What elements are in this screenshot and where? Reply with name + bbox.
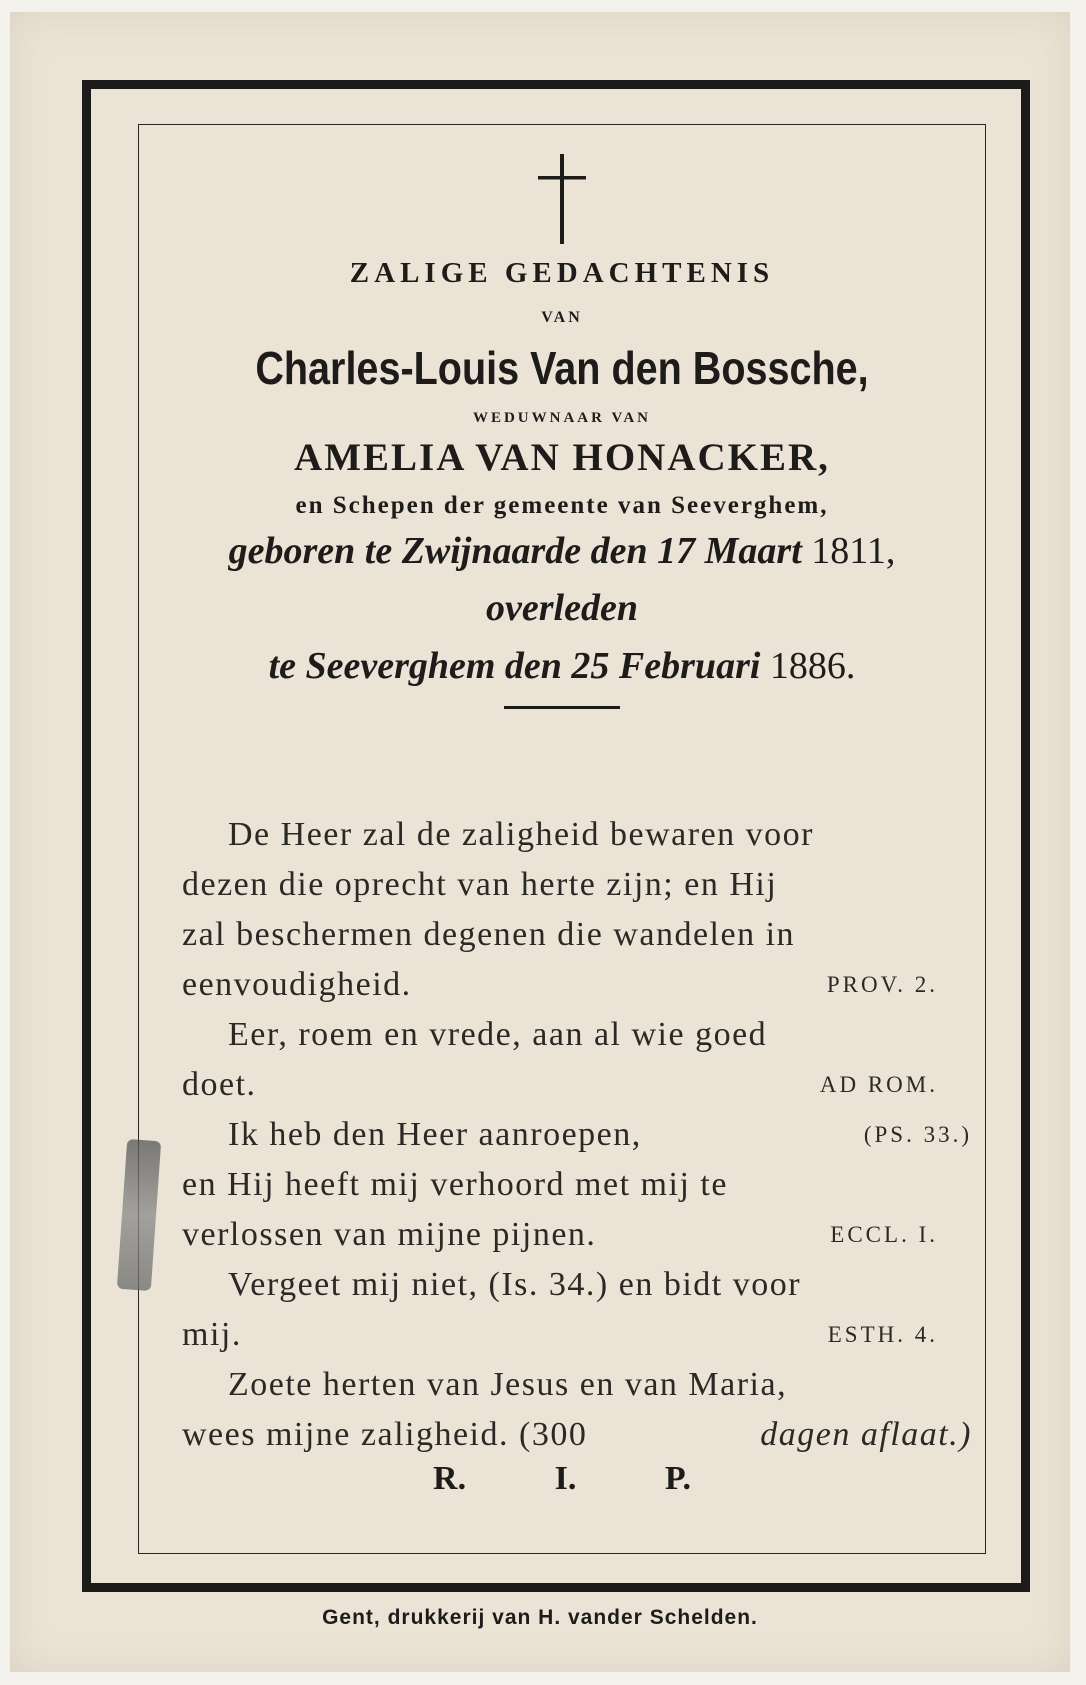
verse-line	[182, 1210, 972, 1260]
verse-text: doet.	[182, 1066, 257, 1103]
rip-text: R. I. P.	[433, 1460, 691, 1497]
verse-line	[182, 1160, 972, 1210]
verse-line	[182, 1310, 972, 1360]
death-year: 1886.	[769, 644, 856, 687]
death-text: te Seeverghem den 25 Februari	[268, 644, 761, 687]
verse-line	[182, 860, 972, 910]
verse-text: Vergeet mij niet, (Is. 34.) en bidt voor	[228, 1266, 802, 1303]
verse-text: en Hij heeft mij verhoord met mij te	[182, 1166, 728, 1203]
widower-label: WEDUWNAAR VAN	[472, 409, 652, 426]
verse-line	[182, 1060, 972, 1110]
verse-line	[182, 910, 972, 960]
scripture-reference: PROV. 2.	[826, 972, 938, 997]
prayer-verses	[182, 810, 972, 1460]
role-text: en Schepen der gemeente van Seeverghem,	[295, 491, 829, 519]
verse-line	[182, 960, 972, 1010]
verse-text: dezen die oprecht van herte zijn; en Hij	[182, 866, 778, 903]
verse-line	[182, 1260, 972, 1310]
cross-icon	[536, 150, 588, 246]
verse-text: mij.	[182, 1316, 242, 1353]
verse-text: verlossen van mijne pijnen.	[182, 1216, 597, 1253]
birth-line	[140, 526, 984, 577]
verse-line	[182, 1010, 972, 1060]
spouse-name: AMELIA VAN HONACKER,	[294, 435, 830, 479]
verse-line	[182, 810, 972, 860]
verse-line	[182, 1360, 972, 1410]
verse-line	[182, 1110, 972, 1160]
scripture-reference: (PS. 33.)	[863, 1122, 972, 1147]
of-label: VAN	[541, 308, 583, 326]
printer-imprint: Gent, drukkerij van H. vander Schelden.	[322, 1606, 758, 1629]
scripture-reference: dagen aflaat.)	[760, 1416, 972, 1453]
scripture-reference: ECCL. I.	[830, 1222, 938, 1247]
verse-line	[182, 1410, 972, 1460]
scripture-reference: ESTH. 4.	[827, 1322, 938, 1347]
birth-text: geboren te Zwijnaarde den 17 Maart	[228, 529, 802, 572]
verse-text: wees mijne zaligheid. (300	[182, 1416, 588, 1453]
birth-year: 1811,	[811, 529, 896, 572]
memorial-title: ZALIGE GEDACHTENIS	[349, 257, 775, 289]
verse-text: De Heer zal de zaligheid bewaren voor	[228, 816, 815, 853]
verse-text: eenvoudigheid.	[182, 966, 412, 1003]
verse-text: Eer, roem en vrede, aan al wie goed	[228, 1016, 768, 1053]
divider	[504, 706, 620, 709]
deceased-name: Charles-Louis Van den Bossche,	[255, 341, 869, 394]
verse-text: Ik heb den Heer aanroepen,	[228, 1116, 642, 1153]
died-label: overleden	[486, 587, 638, 630]
verse-text: zal beschermen degenen die wandelen in	[182, 916, 796, 953]
verse-text: Zoete herten van Jesus en van Maria,	[228, 1366, 788, 1403]
death-line	[140, 641, 984, 692]
card-header	[140, 150, 984, 725]
scripture-reference: AD ROM.	[819, 1072, 938, 1097]
